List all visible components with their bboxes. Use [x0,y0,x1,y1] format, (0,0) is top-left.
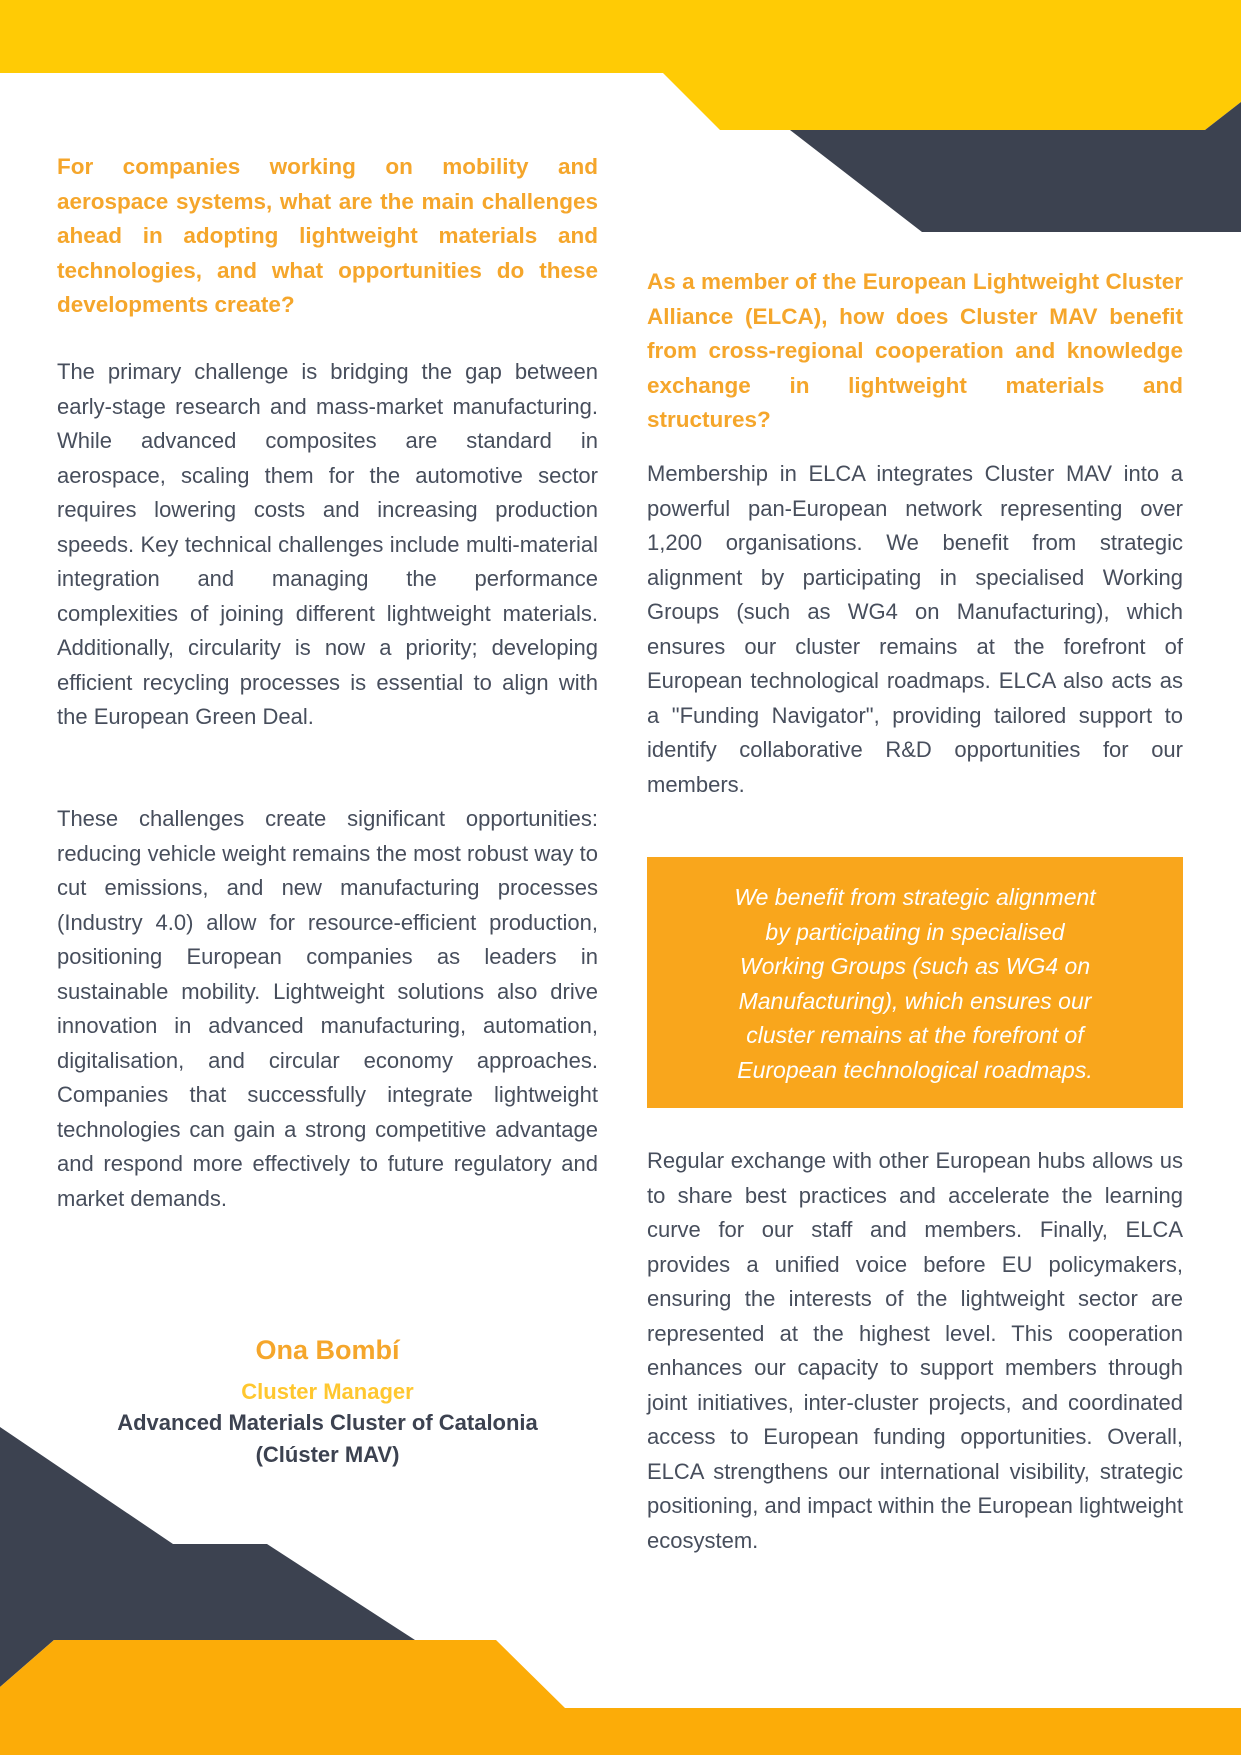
pullquote-box [647,857,1183,1108]
author-organisation-short: (Clúster MAV) [255,1442,400,1467]
right-paragraph-1: Membership in ELCA integrates Cluster MAV into a powerful pan-European network representing over 1,200 organisations. We benefit from strategic alignment by participating in specialised Working Groups (such as WG4 on Manufacturing), which ensures our cluster remains at the forefront of European technological roadmaps. ELCA also acts as a "Funding Navigator", providing tailored support to identify collaborative R&D opportunities for our members. [647,461,1183,797]
top-banner-shape [0,0,1241,130]
left-paragraph-2: These challenges create significant opportunities: reducing vehicle weight remains the most robust way to cut emissions, and new manufacturing processes (Industry 4.0) allow for resource-efficient production, positioning European companies as leaders in sustainable mobility. Lightweight solutions also drive innovation in advanced manufacturing, automation, digitalisation, and circular economy approaches. Companies that successfully integrate lightweight technologies can gain a strong competitive advantage and respond more effectively to future regulatory and market demands. [57,806,598,1211]
author-block [57,1332,598,1471]
pullquote-line: We benefit from strategic alignment [734,884,1096,910]
pullquote-line: Manufacturing), which ensures our [738,987,1092,1014]
right-question: As a member of the European Lightweight Cluster Alliance (ELCA), how does Cluster MAV benefit from cross-regional cooperation and knowledge exchange in lightweight materials and structures? [647,269,1183,432]
pullquote-line: cluster remains at the forefront of [746,1022,1084,1049]
author-organisation: Advanced Materials Cluster of Catalonia [117,1410,538,1435]
left-question: For companies working on mobility and aerospace systems, what are the main challenges ahead in adopting lightweight materials and technologies, and what opportunities do these developments create? [57,154,598,317]
pullquote-line: Working Groups (such as WG4 on [739,953,1091,980]
left-paragraph-1: The primary challenge is bridging the gap between early-stage research and mass-market manufacturing. While advanced composites are standard in aerospace, scaling them for the automotive sector requires lowering costs and increasing production speeds. Key technical challenges include multi-material integration and managing the performance complexities of joining different lightweight materials. Additionally, circularity is now a priority; developing efficient recycling processes is essential to align with the European Green Deal. [57,359,598,729]
author-role: Cluster Manager [241,1379,414,1404]
pullquote-line: by participating in specialised [765,918,1065,945]
bottom-banner-shape [0,1640,1241,1755]
author-name: Ona Bombí [255,1335,400,1365]
pullquote-line: European technological roadmaps. [737,1056,1093,1083]
right-paragraph-2: Regular exchange with other European hubs allows us to share best practices and accelerate the learning curve for our staff and members. Finally, ELCA provides a unified voice before EU policymakers, ensuring the interests of the lightweight sector are represented at the highest level. This cooperation enhances our capacity to support members through joint initiatives, inter-cluster projects, and coordinated access to European funding opportunities. Overall, ELCA strengthens our international visibility, strategic positioning, and impact within the European lightweight ecosystem. [647,1148,1183,1553]
